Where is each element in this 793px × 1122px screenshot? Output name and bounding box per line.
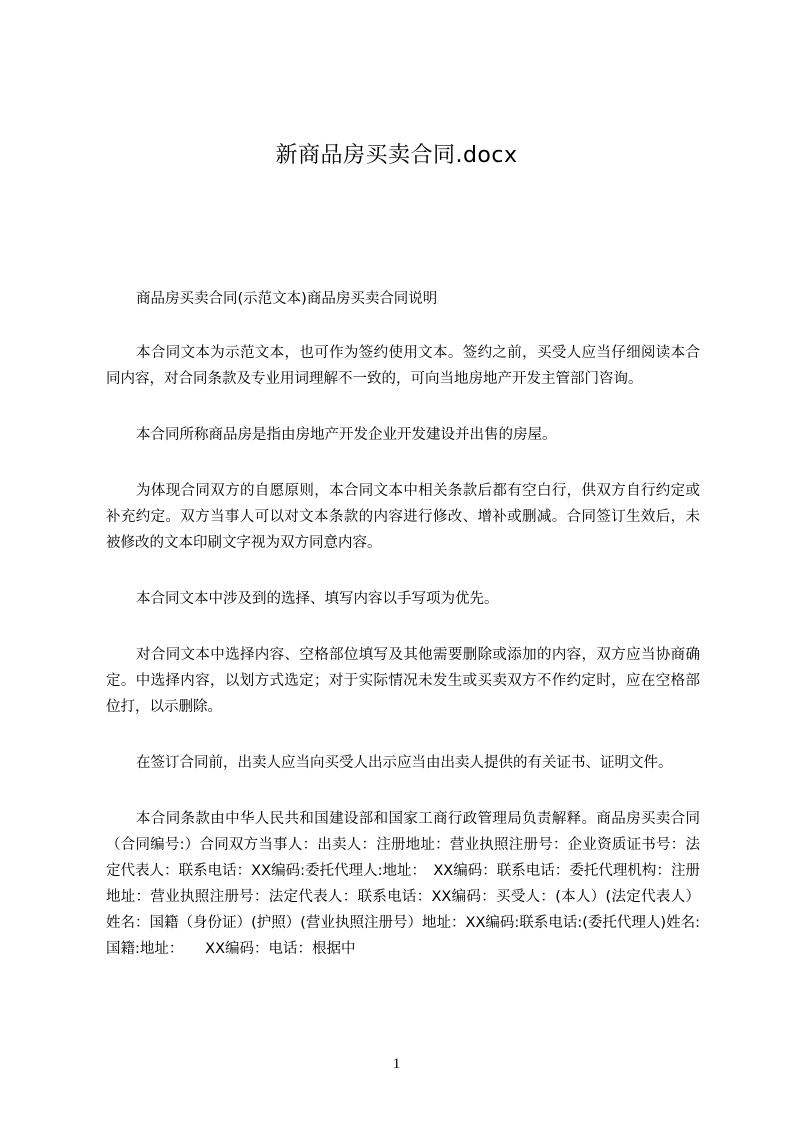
document-body [106, 286, 700, 992]
paragraph-commodity-housing-definition: 本合同所称商品房是指由房地产开发企业开发建设并出售的房屋。 [136, 427, 557, 443]
paragraph-certificates: 在签订合同前，出卖人应当向买受人出示应当由出卖人提供的有关证书、证明文件。 [136, 755, 673, 771]
document-title: 新商品房买卖合同.docx [275, 143, 518, 168]
page-number: 1 [392, 1056, 401, 1072]
paragraph-heading: 商品房买卖合同(示范文本)商品房买卖合同说明 [136, 291, 438, 307]
paragraph-sample-text-notice: 本合同文本为示范文本，也可作为签约使用文本。签约之前，买受人应当仔细阅读本合同内容，对合同条款及专业用词理解不一致的，可向当地房地产开发主管部门咨询。 [106, 345, 700, 387]
paragraph-interpretation-parties: 本合同条款由中华人民共和国建设部和国家工商行政管理局负责解释。商品房买卖合同（合同编号:）合同双方当事人：出卖人：注册地址：营业执照注册号：企业资质证书号：法定代表人：联系电话：XX编码:委托代理人:地址： XX编码：联系电话：委托代理机构：注册地址：营业执照注册号：法定代表人：联系电话：XX编码：买受人：(本人）(法定代表人）姓名：国籍（身份证）(护照）(营业执照注册号）地址：XX编码:联系电话:(委托代理人)姓名:国籍:地址： XX编码：电话：根据中 [106, 811, 700, 957]
paragraph-voluntary-principle: 为体现合同双方的自愿原则，本合同文本中相关条款后都有空白行，供双方自行约定或补充约定。双方当事人可以对文本条款的内容进行修改、增补或删减。合同签订生效后，未被修改的文本印刷文字视为双方同意内容。 [106, 483, 700, 551]
paragraph-handwritten-priority: 本合同文本中涉及到的选择、填写内容以手写项为优先。 [136, 591, 499, 607]
paragraph-selection-rules: 对合同文本中选择内容、空格部位填写及其他需要删除或添加的内容，双方应当协商确定。中选择内容，以划方式选定；对于实际情况未发生或买卖双方不作约定时，应在空格部位打，以示删除。 [106, 647, 700, 715]
